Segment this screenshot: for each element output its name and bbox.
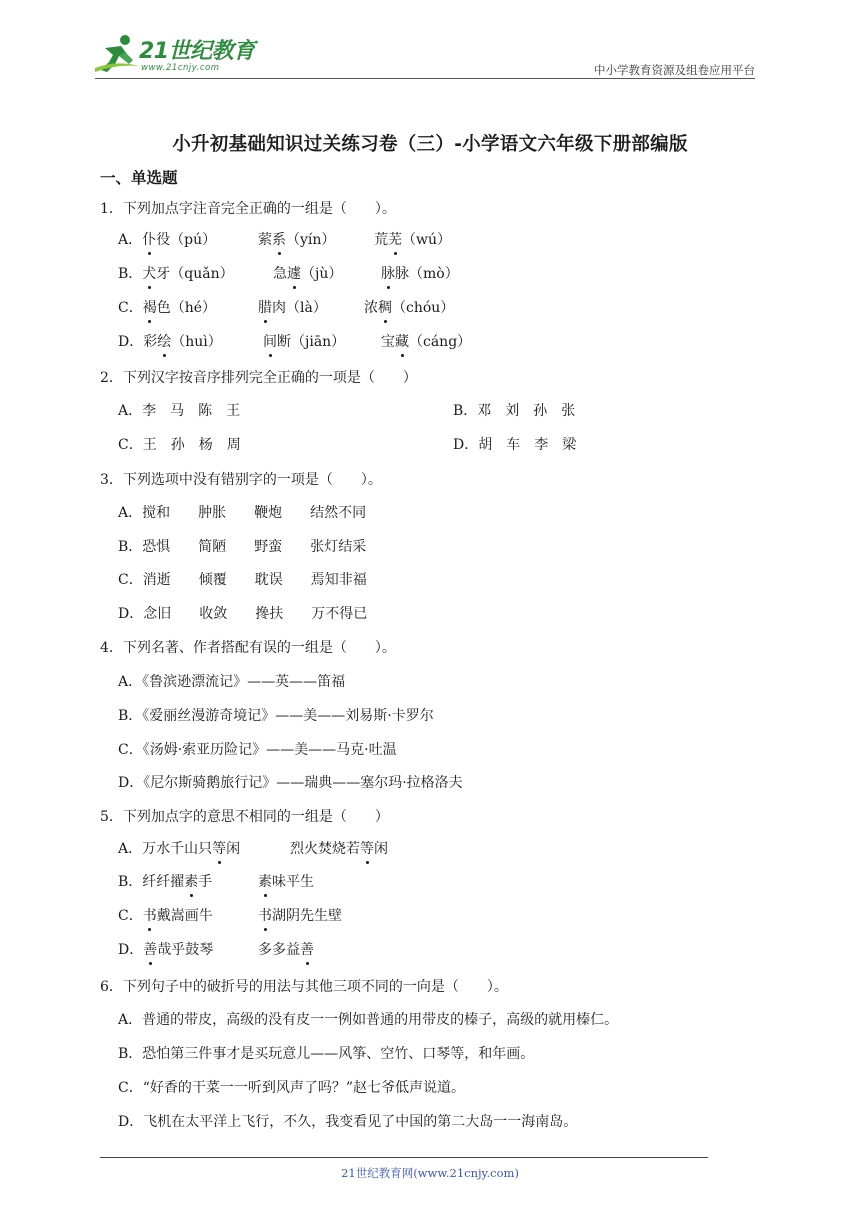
header-platform-text: 中小学教育资源及组卷应用平台 bbox=[594, 63, 755, 77]
logo-url: www.21cnjy.com bbox=[141, 63, 220, 73]
question-1-option-b-item-3: 脉脉（mò） bbox=[381, 263, 459, 283]
question-5-option-b-item-2: 素味平生 bbox=[258, 871, 314, 891]
question-4-option-d: D．《尼尔斯骑鹅旅行记》——瑞典——塞尔玛·拉格洛夫 bbox=[118, 775, 463, 791]
question-1-option-d: D．彩绘（huì） bbox=[118, 331, 222, 351]
runner-logo-icon bbox=[95, 34, 139, 74]
question-5-option-d-item-2: 多多益善 bbox=[258, 939, 314, 959]
header-divider bbox=[95, 78, 755, 79]
question-2-option-d: D．胡 车 李 梁 bbox=[453, 437, 577, 453]
footer-divider bbox=[100, 1157, 708, 1158]
question-1-option-a-item-2: 萦系（yín） bbox=[258, 229, 335, 249]
question-5-option-a: A．万水千山只等闲 bbox=[118, 838, 240, 858]
section-heading: 一、单选题 bbox=[100, 169, 178, 187]
question-2-stem: 2．下列汉字按音序排列完全正确的一项是（ ） bbox=[100, 370, 417, 386]
question-1-option-b: B．犬牙（quǎn） bbox=[118, 263, 234, 283]
footer-link[interactable]: 21世纪教育网(www.21cnjy.com) bbox=[341, 1166, 519, 1180]
question-1-option-a-item-3: 荒芜（wú） bbox=[374, 229, 451, 249]
question-3-option-d: D．念旧 收敛 搀扶 万不得已 bbox=[118, 606, 368, 622]
question-5-option-a-item-2: 烈火焚烧若等闲 bbox=[290, 838, 388, 858]
logo-text: 21世纪教育 bbox=[139, 39, 255, 64]
question-5-option-c: C．书戴嵩画牛 bbox=[118, 905, 213, 925]
page-title: 小升初基础知识过关练习卷（三）-小学语文六年级下册部编版 bbox=[172, 134, 688, 155]
question-2-option-c: C．王 孙 杨 周 bbox=[118, 437, 241, 453]
question-2-option-b: B．邓 刘 孙 张 bbox=[453, 403, 576, 419]
question-6-option-c: C．“好香的干菜一一听到风声了吗？”赵七爷低声说道。 bbox=[118, 1080, 466, 1096]
question-1-option-c-item-3: 浓稠（chóu） bbox=[364, 297, 454, 317]
question-1-option-b-item-2: 急遽（jù） bbox=[273, 263, 342, 283]
question-4-option-c: C．《汤姆·索亚历险记》——美——马克·吐温 bbox=[118, 742, 397, 758]
question-4-option-b: B．《爱丽丝漫游奇境记》——美——刘易斯·卡罗尔 bbox=[118, 708, 434, 724]
question-2-option-a: A．李 马 陈 王 bbox=[118, 403, 241, 419]
question-3-option-a: A．搅和 肿胀 鞭炮 结然不同 bbox=[118, 505, 367, 521]
question-1-stem: 1．下列加点字注音完全正确的一组是（ ）。 bbox=[100, 201, 396, 217]
question-4-option-a: A．《鲁滨逊漂流记》——英——笛福 bbox=[118, 674, 346, 690]
question-5-stem: 5．下列加点字的意思不相同的一组是（ ） bbox=[100, 809, 389, 825]
question-6-option-a: A．普通的带皮，高级的没有皮一一例如普通的用带皮的榛子，高级的就用榛仁。 bbox=[118, 1012, 619, 1028]
question-1-option-c: C．褐色（hé） bbox=[118, 297, 216, 317]
question-1-option-c-item-2: 腊肉（là） bbox=[258, 297, 327, 317]
question-4-stem: 4．下列名著、作者搭配有误的一组是（ ）。 bbox=[100, 640, 396, 656]
question-5-option-b: B．纤纤擢素手 bbox=[118, 871, 212, 891]
question-6-option-b: B．恐怕第三件事才是买玩意儿——风筝、空竹、口琴等，和年画。 bbox=[118, 1046, 535, 1062]
question-3-stem: 3．下列选项中没有错别字的一项是（ ）。 bbox=[100, 472, 382, 488]
question-6-stem: 6．下列句子中的破折号的用法与其他三项不同的一向是（ ）。 bbox=[100, 979, 508, 995]
question-5-option-d: D．善哉乎鼓琴 bbox=[118, 939, 213, 959]
question-5-option-c-item-2: 书湖阴先生壁 bbox=[258, 905, 342, 925]
question-1-option-d-item-3: 宝藏（cáng） bbox=[381, 331, 471, 351]
question-1-option-a: A．仆役（pú） bbox=[118, 229, 216, 249]
page-header bbox=[95, 34, 755, 78]
question-6-option-d: D．飞机在太平洋上飞行，不久，我变看见了中国的第二大岛一一海南岛。 bbox=[118, 1114, 578, 1130]
question-3-option-c: C．消逝 倾覆 耽误 焉知非福 bbox=[118, 572, 367, 588]
question-3-option-b: B．恐惧 简陋 野蛮 张灯结采 bbox=[118, 539, 367, 555]
question-1-option-d-item-2: 间断（jiān） bbox=[263, 331, 345, 351]
logo bbox=[95, 34, 265, 78]
